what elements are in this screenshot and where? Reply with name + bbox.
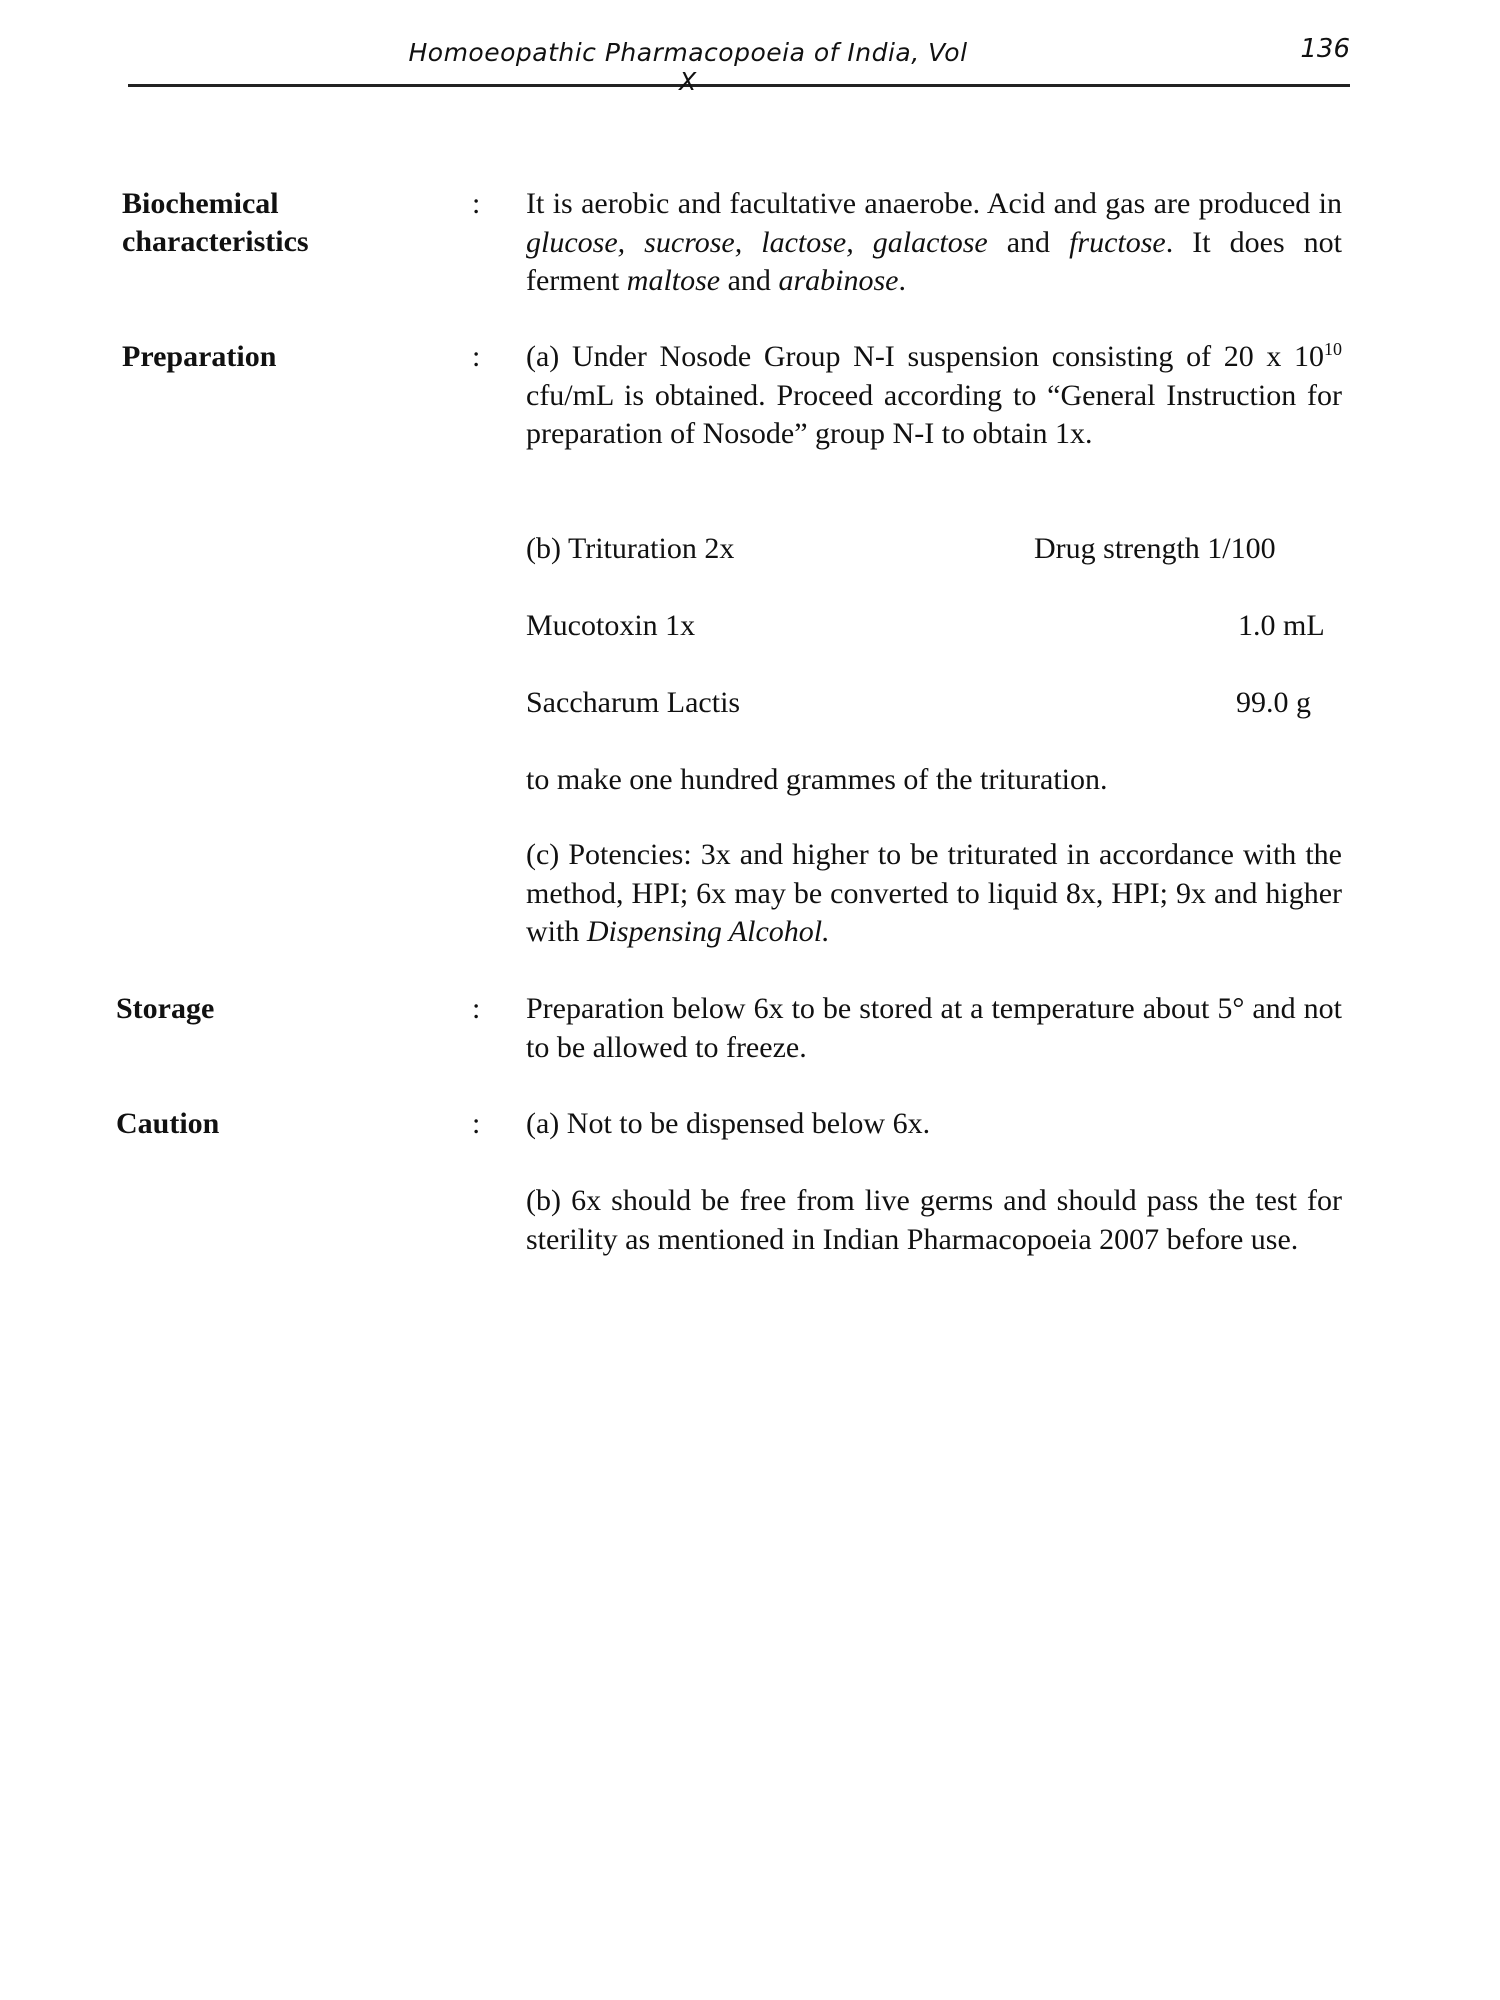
biochemical-text: It is aerobic and facultative anaerobe. Acid and gas are produced in glucose, sucrose, lactose, galactose and fructose. It does not ferment maltose and arabinose. — [526, 187, 1342, 297]
ingredient-name: Saccharum Lactis — [526, 686, 741, 719]
ingredient-qty: 1.0 mL — [1238, 609, 1325, 642]
caution-b-text: (b) 6x should be free from live germs and should pass the test for sterility as mentioned in Indian Pharmacopoeia 2007 before use. — [526, 1184, 1342, 1256]
biochemical-label: Biochemical characteristics — [122, 187, 309, 258]
potencies-text: (c) Potencies: 3x and higher to be triturated in accordance with the method, HPI; 6x may be converted to liquid 8x, HPI; 9x and higher with Dispensing Alcohol. — [526, 838, 1342, 948]
ingredient-row — [526, 684, 1342, 722]
preparation-a-text: (a) Under Nosode Group N-I suspension consisting of 20 x $10^{10}$ cfu/mL is obtained. Proceed according to “General Instruction for preparation of Nosode” group N-I to obtain 1x. — [526, 339, 1342, 450]
storage-colon: : — [472, 992, 481, 1025]
page-number: 136 — [1300, 34, 1350, 64]
make-text: to make one hundred grammes of the trituration. — [526, 763, 1108, 796]
trituration-label: (b) Trituration 2x — [526, 532, 735, 565]
ingredient-name: Mucotoxin 1x — [526, 609, 696, 642]
ingredient-qty: 99.0 g — [1236, 686, 1311, 719]
storage-text: Preparation below 6x to be stored at a temperature about 5° and not to be allowed to freeze. — [526, 992, 1342, 1064]
page-header — [128, 26, 1350, 96]
drug-strength: Drug strength 1/100 — [1034, 532, 1276, 565]
trituration-row — [526, 530, 1342, 568]
header-title: Homoeopathic Pharmacopoeia of India, Vol X — [408, 38, 968, 96]
ingredient-row — [526, 607, 1342, 645]
preparation-colon: : — [472, 340, 481, 373]
preparation-label: Preparation — [122, 340, 277, 373]
biochemical-colon: : — [472, 187, 481, 220]
caution-label: Caution — [116, 1107, 220, 1140]
caution-colon: : — [472, 1107, 481, 1140]
storage-label: Storage — [116, 992, 215, 1025]
caution-a-text: (a) Not to be dispensed below 6x. — [526, 1107, 931, 1140]
